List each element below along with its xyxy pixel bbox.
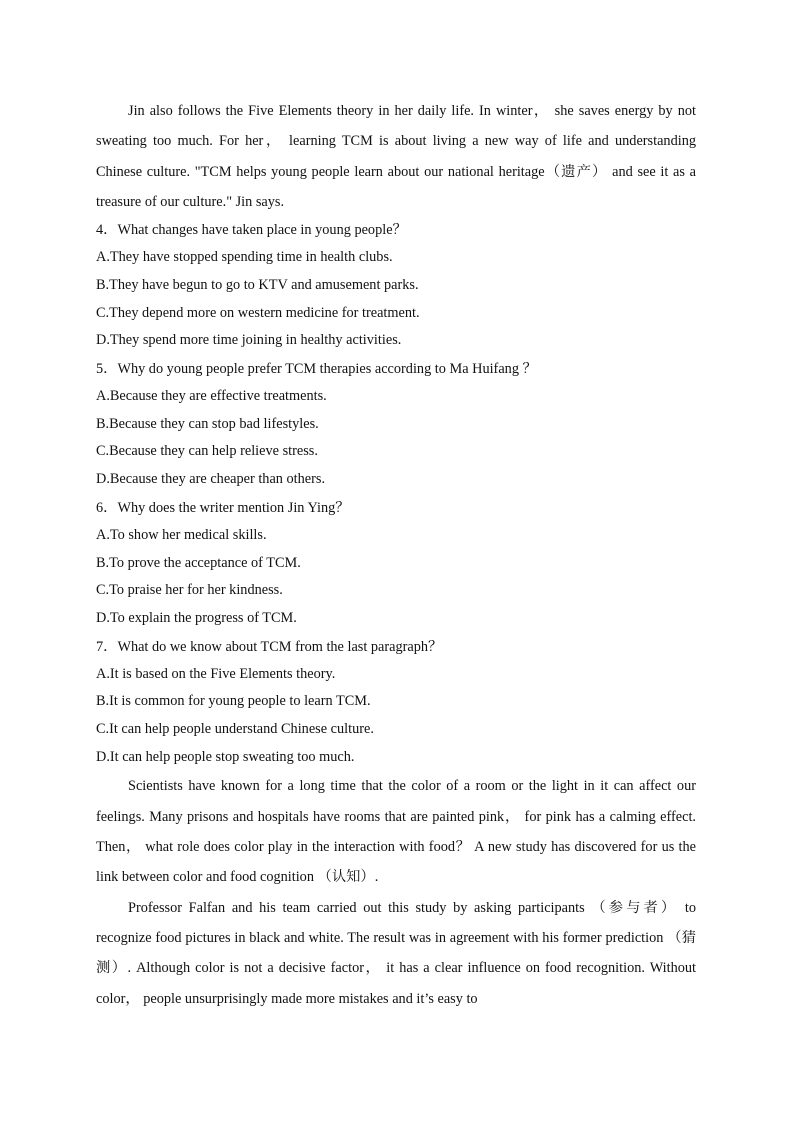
question-6: [96, 494, 696, 633]
question-stem: 7．What do we know about TCM from the last paragraph？: [96, 638, 443, 655]
option-d: D.It can help people stop sweating too much.: [96, 748, 355, 765]
option-a: A.It is based on the Five Elements theory.: [96, 665, 336, 682]
option-c: C.They depend more on western medicine for treatment.: [96, 304, 420, 321]
question-4: [96, 216, 696, 355]
question-7: [96, 633, 696, 772]
option-d: D.Because they are cheaper than others.: [96, 471, 326, 488]
question-stem: 6．Why does the writer mention Jin Ying？: [96, 499, 350, 516]
passage-paragraph-study: Professor Falfan and his team carried out this study by asking participants （参与者） to recognize food pictures in black and white. The result was in agreement with his former prediction （猜测）. Although color is not a decisive factor， it has a clear influence on food recognition. Without color， people unsurprisingly made more mistakes and it’s easy to: [96, 899, 696, 1007]
option-c: C.It can help people understand Chinese culture.: [96, 721, 374, 738]
option-b: B.It is common for young people to learn TCM.: [96, 693, 371, 710]
option-b: B.Because they can stop bad lifestyles.: [96, 415, 319, 432]
option-b: B.They have begun to go to KTV and amusement parks.: [96, 276, 419, 293]
option-d: D.They spend more time joining in healthy activities.: [96, 332, 402, 349]
option-a: A.Because they are effective treatments.: [96, 388, 327, 404]
document-page: [96, 96, 696, 1014]
option-c: C.To praise her for her kindness.: [96, 582, 283, 599]
option-a: A.They have stopped spending time in health clubs.: [96, 249, 393, 266]
question-5: [96, 355, 696, 494]
question-stem: 4．What changes have taken place in young people？: [96, 222, 407, 239]
passage-paragraph-jin: Jin also follows the Five Elements theory in her daily life. In winter， she saves energy by not sweating too much. For her， learning TCM is about living a new way of life and understanding Chinese culture. "TCM helps young people learn about our national heritage（遗产） and see it as a treasure of our culture." Jin says.: [96, 103, 696, 210]
option-a: A.To show her medical skills.: [96, 526, 267, 543]
option-c: C.Because they can help relieve stress.: [96, 443, 318, 460]
passage-paragraph-color: Scientists have known for a long time that the color of a room or the light in it can affect our feelings. Many prisons and hospitals have rooms that are painted pink， for pink has a calming effect. Then， what role does color play in the interaction with food？ A new study has discovered for us the link between color and food cognition （认知）.: [96, 778, 696, 886]
option-d: D.To explain the progress of TCM.: [96, 609, 297, 626]
question-stem: 5．Why do young people prefer TCM therapies according to Ma Huifang ？: [96, 361, 537, 377]
option-b: B.To prove the acceptance of TCM.: [96, 554, 301, 571]
